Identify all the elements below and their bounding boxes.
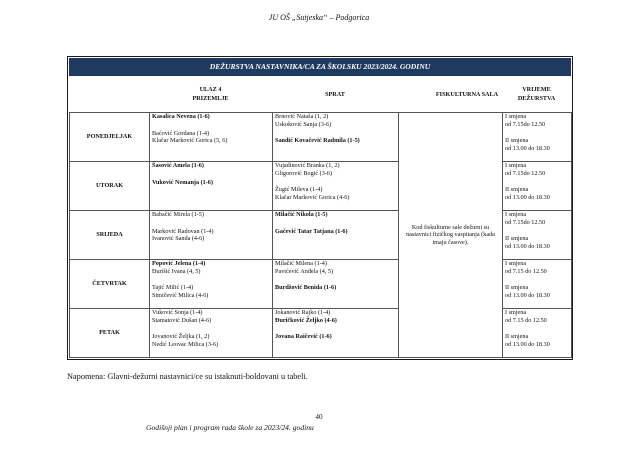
cell-gap <box>275 275 396 284</box>
cell-line: od 13.00 do 18.30 <box>505 291 550 299</box>
day-cell: UTORAK <box>70 162 150 211</box>
cell-line: od 13.00 do 18.30 <box>505 242 550 250</box>
cell-line: Đuričković Željko (4-6) <box>275 316 337 324</box>
cell-line: Milačić Milena (1-4) <box>275 260 327 267</box>
header-day-blank <box>69 78 149 110</box>
schedule-table <box>69 112 572 358</box>
header-vrijeme-line1: VRIJEME <box>522 86 551 93</box>
cell-line: od 7.15do 12.50 <box>505 169 546 177</box>
cell-line: Nedić Leovac Milica (3-6) <box>152 340 219 348</box>
cell-line: Šasović Amela (1-6) <box>152 162 204 169</box>
ulaz-cell <box>150 162 273 211</box>
cell-gap <box>152 275 270 284</box>
day-cell: ČETVRTAK <box>70 260 150 309</box>
cell-line: Jokanović Rajko (1-4) <box>275 309 331 316</box>
cell-line: od 13.00 do 18.30 <box>505 193 550 201</box>
time-cell <box>503 211 572 260</box>
cell-gap <box>152 219 270 228</box>
cell-line: Gligorović Bogić (3-6) <box>275 169 333 177</box>
cell-gap <box>152 170 270 179</box>
cell-gap <box>505 226 569 235</box>
page-number: 40 <box>315 413 323 421</box>
cell-line: II smjena <box>505 137 529 145</box>
cell-line: I smjena <box>505 309 527 316</box>
sprat-cell <box>273 309 399 358</box>
cell-line: od 13.00 do 18.30 <box>505 144 550 152</box>
cell-line: I smjena <box>505 211 527 218</box>
cell-line: Đurišić Ivana (4, 5) <box>152 267 201 275</box>
cell-line: Klačar Marković Gorica (4-6) <box>275 193 350 201</box>
cell-line: Vujadinović Branka (1, 2) <box>275 162 340 169</box>
time-cell <box>503 162 572 211</box>
cell-gap <box>275 324 396 333</box>
day-cell: SRIJEDA <box>70 211 150 260</box>
time-cell <box>503 309 572 358</box>
cell-gap <box>505 275 569 284</box>
cell-line: Vuković Sonja (1-4) <box>152 309 203 316</box>
day-cell: PONEDJELJAK <box>70 113 150 162</box>
cell-line: Stamatović Dušan (4-6) <box>152 316 212 324</box>
ulaz-cell <box>150 260 273 309</box>
cell-line: II smjena <box>505 186 529 194</box>
cell-line: Gačević Tatar Tatjana (1-6) <box>275 227 348 235</box>
cell-line: Marković Radovan (1-4) <box>152 227 214 235</box>
page-header: JU OŠ „Sutjeska“ – Podgorica <box>268 13 370 22</box>
cell-line: Sandić Kovačević Radmila (1-5) <box>275 137 360 145</box>
cell-line: Pavićević Anđela (4, 5) <box>275 267 334 275</box>
page-footer: Godišnji plan i program rada škole za 2023/24. godinu <box>146 423 314 432</box>
cell-line: Uskoković Sanja (3-6) <box>275 120 332 128</box>
cell-line: Popović Jelena (1-4) <box>152 260 206 267</box>
cell-gap <box>152 324 270 333</box>
cell-line: Kasalica Nevena (1-6) <box>152 113 210 120</box>
cell-line: Burdžović Benida (1-6) <box>275 284 337 292</box>
cell-gap <box>505 324 569 333</box>
cell-gap <box>275 128 396 137</box>
time-cell <box>503 113 572 162</box>
ulaz-cell <box>150 211 273 260</box>
header-sprat: SPRAT <box>325 90 345 98</box>
cell-line: II smjena <box>505 284 529 292</box>
cell-line: od 7.15do 12.50 <box>505 120 546 128</box>
cell-line: Babačić Mirela (1-5) <box>152 211 204 218</box>
cell-line: Baćović Gordana (1-4) <box>152 129 210 137</box>
cell-line: Ivanović Sanda (4-6) <box>152 235 205 243</box>
header-ulaz-line2: PRIZEMLJE <box>192 95 229 102</box>
cell-line: II smjena <box>505 235 529 243</box>
fiskultura-cell: Kod fiskulturne sale dežurni su nastavnici fizičkog vaspitanja (kada imaju časove). <box>399 113 503 358</box>
day-cell: PETAK <box>70 309 150 358</box>
sprat-cell <box>273 211 399 260</box>
schedule-body <box>70 113 572 358</box>
cell-line: Žugić Mileva (1-4) <box>275 186 323 194</box>
note-text: Napomena: Glavni-dežurni nastavnici/ce su istaknuti-boldovani u tabeli. <box>67 372 308 381</box>
sprat-cell <box>273 162 399 211</box>
header-vrijeme-line2: DEŽURSTVA <box>517 95 556 102</box>
cell-line: od 7.15 do 12.50 <box>505 316 547 324</box>
cell-line: Vuković Nemanja (1-6) <box>152 178 213 186</box>
cell-line: Jovanović Željka (1, 2) <box>152 333 210 341</box>
cell-line: Jovana Raičević (1-6) <box>275 333 332 341</box>
cell-gap <box>505 128 569 137</box>
table-title: DEŽURSTVA NASTAVNIKA/CA ZA ŠKOLSKU 2023/2024. GODINU <box>69 58 571 76</box>
cell-line: I smjena <box>505 162 527 169</box>
time-cell <box>503 260 572 309</box>
cell-line: od 13.00 do 18.30 <box>505 340 550 348</box>
cell-gap <box>275 219 396 228</box>
cell-line: I smjena <box>505 260 527 267</box>
table-row <box>70 113 572 162</box>
cell-line: Klačar Marković Gorica (5, 6) <box>152 137 228 145</box>
cell-gap <box>152 121 270 130</box>
header-ulaz-line1: ULAZ 4 <box>199 86 222 93</box>
header-vrijeme <box>502 78 571 110</box>
cell-line: Milačić Nikola (1-5) <box>275 211 328 218</box>
cell-line: I smjena <box>505 113 527 120</box>
cell-line: od 7.15do 12.50 <box>505 218 546 226</box>
ulaz-cell <box>150 113 273 162</box>
ulaz-cell <box>150 309 273 358</box>
cell-line: II smjena <box>505 333 529 341</box>
cell-gap <box>505 177 569 186</box>
cell-line: Brnović Nataša (1, 2) <box>275 113 329 120</box>
cell-line: Tajić Milić (1-4) <box>152 284 194 292</box>
cell-line: od 7.15 do 12.50 <box>505 267 547 275</box>
sprat-cell <box>273 260 399 309</box>
header-ulaz <box>149 78 272 110</box>
header-fisk: FISKULTURNA SALA <box>435 90 499 98</box>
cell-gap <box>275 177 396 186</box>
sprat-cell <box>273 113 399 162</box>
cell-line: Simičević Milica (4-6) <box>152 291 209 299</box>
